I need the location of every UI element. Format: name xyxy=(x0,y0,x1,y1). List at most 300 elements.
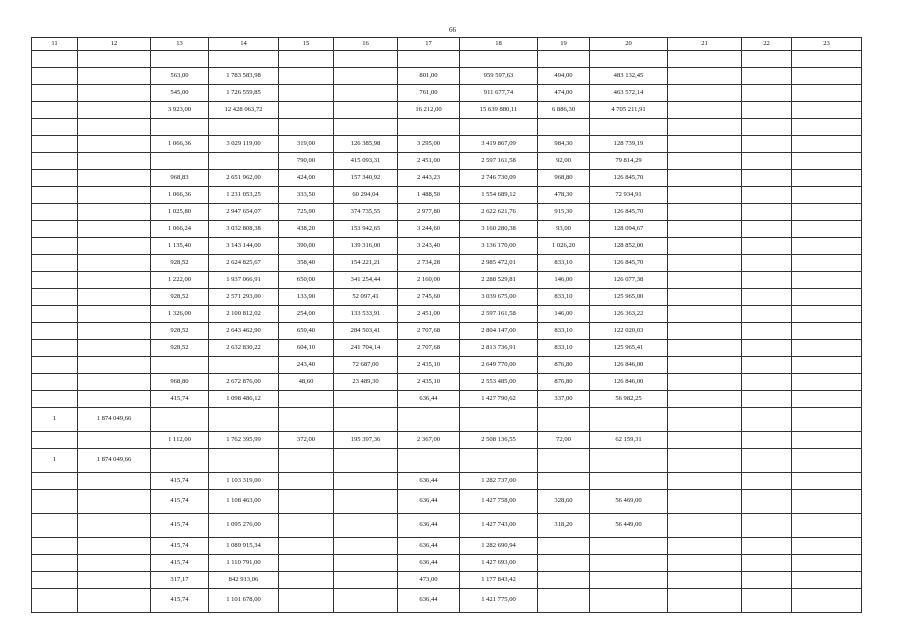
table-cell: 2 435,10 xyxy=(398,357,460,374)
table-cell: 1 110 791,00 xyxy=(209,555,279,572)
table-cell: 833,10 xyxy=(538,323,590,340)
table-cell: 415,74 xyxy=(151,490,209,514)
table-cell: 2 435,10 xyxy=(398,374,460,391)
table-cell: 48,60 xyxy=(279,374,334,391)
table-cell xyxy=(32,221,78,238)
table-cell: 1 025,80 xyxy=(151,204,209,221)
table-cell: 72 934,91 xyxy=(590,187,668,204)
table-cell xyxy=(668,153,742,170)
table-cell xyxy=(792,490,862,514)
table-cell xyxy=(792,589,862,613)
table-cell xyxy=(78,51,151,68)
table-cell: 636,44 xyxy=(398,391,460,408)
table-cell: 133 533,91 xyxy=(334,306,398,323)
table-cell xyxy=(668,432,742,449)
table-cell: 494,00 xyxy=(538,68,590,85)
table-cell: 833,10 xyxy=(538,340,590,357)
table-cell xyxy=(32,391,78,408)
table-cell: 2 813 736,91 xyxy=(460,340,538,357)
table-cell xyxy=(32,589,78,613)
table-cell: 62 159,31 xyxy=(590,432,668,449)
column-header: 11 xyxy=(32,38,78,51)
table-cell: 725,90 xyxy=(279,204,334,221)
table-cell xyxy=(792,170,862,187)
table-cell xyxy=(668,85,742,102)
table-cell: 1 231 053,25 xyxy=(209,187,279,204)
table-cell xyxy=(32,153,78,170)
table-cell: 195 397,36 xyxy=(334,432,398,449)
table-cell xyxy=(742,490,792,514)
table-cell: 2 443,23 xyxy=(398,170,460,187)
table-cell xyxy=(32,374,78,391)
table-row xyxy=(32,255,862,272)
table-cell: 876,80 xyxy=(538,374,590,391)
table-cell: 3 039 675,00 xyxy=(460,289,538,306)
table-cell xyxy=(742,136,792,153)
table-cell xyxy=(78,538,151,555)
table-cell: 337,00 xyxy=(538,391,590,408)
table-cell xyxy=(792,102,862,119)
table-cell xyxy=(668,289,742,306)
table-cell xyxy=(78,119,151,136)
table-cell: 126 077,38 xyxy=(590,272,668,289)
table-cell xyxy=(590,449,668,473)
table-cell: 3 143 144,00 xyxy=(209,238,279,255)
table-cell xyxy=(792,153,862,170)
table-cell: 2 672 876,00 xyxy=(209,374,279,391)
table-cell xyxy=(398,408,460,432)
table-cell xyxy=(792,238,862,255)
table-cell xyxy=(460,449,538,473)
table-cell: 1 282 737,00 xyxy=(460,473,538,490)
table-cell: 1 427 693,00 xyxy=(460,555,538,572)
table-cell: 415 093,31 xyxy=(334,153,398,170)
table-cell: 415,74 xyxy=(151,391,209,408)
table-cell: 2 622 621,76 xyxy=(460,204,538,221)
header-row xyxy=(32,38,862,51)
table-cell xyxy=(32,170,78,187)
table-cell: 2 624 825,67 xyxy=(209,255,279,272)
table-cell: 390,00 xyxy=(279,238,334,255)
table-cell xyxy=(742,221,792,238)
table-cell xyxy=(32,102,78,119)
table-row xyxy=(32,323,862,340)
table-cell xyxy=(78,323,151,340)
table-cell xyxy=(792,432,862,449)
table-cell: 833,10 xyxy=(538,289,590,306)
table-cell xyxy=(742,432,792,449)
table-cell: 2 367,00 xyxy=(398,432,460,449)
table-cell: 1 066,36 xyxy=(151,136,209,153)
table-cell: 1 726 559,85 xyxy=(209,85,279,102)
table-cell: 157 340,92 xyxy=(334,170,398,187)
table-cell: 2 451,00 xyxy=(398,306,460,323)
table-cell: 126 385,98 xyxy=(334,136,398,153)
table-cell: 15 639 880,11 xyxy=(460,102,538,119)
table-cell xyxy=(590,408,668,432)
table-cell: 1 066,36 xyxy=(151,187,209,204)
table-cell: 1 488,50 xyxy=(398,187,460,204)
table-cell xyxy=(151,119,209,136)
table-cell xyxy=(668,473,742,490)
table-cell: 1 326,00 xyxy=(151,306,209,323)
table-cell xyxy=(792,323,862,340)
table-cell: 659,40 xyxy=(279,323,334,340)
table-cell: 636,44 xyxy=(398,538,460,555)
table-cell: 284 503,41 xyxy=(334,323,398,340)
table-cell xyxy=(78,340,151,357)
table-cell xyxy=(668,51,742,68)
table-cell xyxy=(590,555,668,572)
table-cell xyxy=(668,374,742,391)
table-cell xyxy=(538,538,590,555)
table-cell: 636,44 xyxy=(398,473,460,490)
table-row xyxy=(32,432,862,449)
table-cell: 1 026,20 xyxy=(538,238,590,255)
table-cell xyxy=(334,538,398,555)
table-row xyxy=(32,408,862,432)
table-row xyxy=(32,572,862,589)
table-cell xyxy=(792,255,862,272)
table-cell: 3 029 119,00 xyxy=(209,136,279,153)
column-header: 14 xyxy=(209,38,279,51)
table-cell xyxy=(334,85,398,102)
table-row xyxy=(32,555,862,572)
table-cell: 1 783 583,98 xyxy=(209,68,279,85)
table-cell: 243,40 xyxy=(279,357,334,374)
table-cell xyxy=(742,153,792,170)
table-cell xyxy=(32,490,78,514)
table-cell xyxy=(279,538,334,555)
table-row xyxy=(32,340,862,357)
table-cell xyxy=(668,490,742,514)
table-cell xyxy=(334,449,398,473)
table-cell xyxy=(792,449,862,473)
table-cell xyxy=(590,473,668,490)
table-cell: 636,44 xyxy=(398,490,460,514)
table-cell xyxy=(538,555,590,572)
table-cell xyxy=(78,204,151,221)
table-row xyxy=(32,449,862,473)
table-cell xyxy=(209,153,279,170)
table-cell xyxy=(742,85,792,102)
table-row xyxy=(32,357,862,374)
table-cell: 474,00 xyxy=(538,85,590,102)
table-cell xyxy=(590,538,668,555)
table-cell: 1 874 049,66 xyxy=(78,449,151,473)
table-cell xyxy=(279,68,334,85)
table-cell xyxy=(209,357,279,374)
table-row xyxy=(32,538,862,555)
table-cell: 372,00 xyxy=(279,432,334,449)
table-cell: 146,00 xyxy=(538,272,590,289)
table-cell xyxy=(78,85,151,102)
table-cell xyxy=(792,374,862,391)
table-cell: 2 571 293,00 xyxy=(209,289,279,306)
table-cell: 2 288 529,81 xyxy=(460,272,538,289)
table-cell: 545,00 xyxy=(151,85,209,102)
table-cell xyxy=(334,391,398,408)
table-cell: 1 177 843,42 xyxy=(460,572,538,589)
table-row xyxy=(32,170,862,187)
table-row xyxy=(32,187,862,204)
table-cell xyxy=(32,340,78,357)
table-cell xyxy=(590,589,668,613)
page-number: 66 xyxy=(449,26,456,34)
table-cell xyxy=(209,119,279,136)
table-cell xyxy=(334,572,398,589)
table-cell xyxy=(32,51,78,68)
table-cell: 1 554 689,12 xyxy=(460,187,538,204)
table-row xyxy=(32,204,862,221)
table-cell xyxy=(792,68,862,85)
table-cell xyxy=(742,255,792,272)
table-cell: 833,10 xyxy=(538,255,590,272)
table-cell: 1 xyxy=(32,408,78,432)
table-cell xyxy=(334,102,398,119)
table-cell xyxy=(792,272,862,289)
table-cell xyxy=(32,255,78,272)
table-cell: 928,52 xyxy=(151,255,209,272)
table-cell xyxy=(742,119,792,136)
table-cell: 3 419 867,09 xyxy=(460,136,538,153)
table-cell xyxy=(668,238,742,255)
table-cell: 1 874 049,66 xyxy=(78,408,151,432)
table-cell xyxy=(742,555,792,572)
table-cell xyxy=(32,357,78,374)
table-cell: 2 632 830,22 xyxy=(209,340,279,357)
table-cell xyxy=(334,555,398,572)
table-cell xyxy=(78,306,151,323)
table-cell: 928,52 xyxy=(151,323,209,340)
table-cell xyxy=(668,221,742,238)
table-cell xyxy=(742,204,792,221)
table-cell: 1 095 276,00 xyxy=(209,514,279,538)
table-cell xyxy=(742,340,792,357)
table-row xyxy=(32,589,862,613)
column-header: 13 xyxy=(151,38,209,51)
table-cell xyxy=(742,272,792,289)
table-cell: 72,00 xyxy=(538,432,590,449)
table-cell: 790,00 xyxy=(279,153,334,170)
table-cell: 415,74 xyxy=(151,555,209,572)
table-row xyxy=(32,221,862,238)
table-cell: 2 160,00 xyxy=(398,272,460,289)
table-cell xyxy=(78,68,151,85)
table-cell xyxy=(742,473,792,490)
table-cell: 2 707,68 xyxy=(398,340,460,357)
table-cell: 2 553 485,00 xyxy=(460,374,538,391)
table-cell: 317,17 xyxy=(151,572,209,589)
table-cell: 1 427 758,00 xyxy=(460,490,538,514)
table-row xyxy=(32,306,862,323)
table-cell xyxy=(742,51,792,68)
table-cell: 3 136 170,00 xyxy=(460,238,538,255)
table-cell xyxy=(742,374,792,391)
table-cell: 3 923,00 xyxy=(151,102,209,119)
table-cell: 72 687,00 xyxy=(334,357,398,374)
table-cell: 2 597 161,58 xyxy=(460,306,538,323)
table-cell xyxy=(398,119,460,136)
table-cell xyxy=(398,449,460,473)
table-cell: 126 845,70 xyxy=(590,170,668,187)
table-cell xyxy=(742,391,792,408)
table-cell xyxy=(78,170,151,187)
table-cell: 128 852,00 xyxy=(590,238,668,255)
table-cell: 968,83 xyxy=(151,170,209,187)
column-header: 21 xyxy=(668,38,742,51)
table-row xyxy=(32,391,862,408)
table-cell xyxy=(538,119,590,136)
table-cell xyxy=(742,449,792,473)
table-cell: 2 100 812,02 xyxy=(209,306,279,323)
table-cell: 126 846,00 xyxy=(590,357,668,374)
table-row xyxy=(32,374,862,391)
table-cell xyxy=(792,538,862,555)
table-cell xyxy=(742,102,792,119)
table-cell xyxy=(792,187,862,204)
table-cell: 3 032 808,38 xyxy=(209,221,279,238)
table-cell: 122 020,03 xyxy=(590,323,668,340)
table-cell: 2 508 136,55 xyxy=(460,432,538,449)
table-cell xyxy=(792,85,862,102)
table-cell: 93,00 xyxy=(538,221,590,238)
table-cell: 153 942,65 xyxy=(334,221,398,238)
table-cell: 1 089 915,34 xyxy=(209,538,279,555)
table-cell xyxy=(279,51,334,68)
table-cell: 2 745,60 xyxy=(398,289,460,306)
table-cell xyxy=(78,187,151,204)
table-cell xyxy=(668,102,742,119)
table-cell: 842 913,06 xyxy=(209,572,279,589)
column-header: 20 xyxy=(590,38,668,51)
table-cell: 563,00 xyxy=(151,68,209,85)
table-cell: 146,00 xyxy=(538,306,590,323)
table-cell xyxy=(78,272,151,289)
table-cell xyxy=(742,306,792,323)
table-cell: 1 103 319,00 xyxy=(209,473,279,490)
table-cell: 1 762 395,99 xyxy=(209,432,279,449)
table-cell: 415,74 xyxy=(151,473,209,490)
table-cell xyxy=(279,572,334,589)
table-cell: 1 282 690,94 xyxy=(460,538,538,555)
table-cell xyxy=(668,119,742,136)
table-cell xyxy=(78,255,151,272)
table-cell xyxy=(151,449,209,473)
table-cell xyxy=(78,572,151,589)
table-cell: 928,52 xyxy=(151,340,209,357)
table-cell: 374 735,55 xyxy=(334,204,398,221)
column-header: 15 xyxy=(279,38,334,51)
table-cell xyxy=(792,408,862,432)
table-cell xyxy=(279,555,334,572)
table-cell xyxy=(279,408,334,432)
table-cell: 318,20 xyxy=(538,514,590,538)
table-cell: 876,80 xyxy=(538,357,590,374)
table-cell xyxy=(668,187,742,204)
table-cell xyxy=(792,51,862,68)
table-cell xyxy=(538,51,590,68)
table-cell: 3 243,40 xyxy=(398,238,460,255)
column-header: 17 xyxy=(398,38,460,51)
table-cell xyxy=(279,589,334,613)
table-row xyxy=(32,514,862,538)
table-cell: 3 160 280,38 xyxy=(460,221,538,238)
table-row xyxy=(32,136,862,153)
table-cell xyxy=(78,473,151,490)
table-cell: 328,60 xyxy=(538,490,590,514)
table-cell: 478,30 xyxy=(538,187,590,204)
table-cell xyxy=(209,408,279,432)
column-header: 12 xyxy=(78,38,151,51)
table-cell xyxy=(538,589,590,613)
table-cell xyxy=(279,473,334,490)
table-cell xyxy=(78,391,151,408)
table-cell: 79 814,29 xyxy=(590,153,668,170)
table-cell: 125 965,00 xyxy=(590,289,668,306)
table-cell xyxy=(32,555,78,572)
table-cell: 125 965,41 xyxy=(590,340,668,357)
table-cell xyxy=(668,272,742,289)
table-cell xyxy=(78,514,151,538)
table-cell xyxy=(32,323,78,340)
table-cell xyxy=(668,357,742,374)
table-cell xyxy=(668,323,742,340)
table-cell: 415,74 xyxy=(151,589,209,613)
table-cell xyxy=(334,514,398,538)
table-cell: 1 101 678,00 xyxy=(209,589,279,613)
table-cell: 4 705 211,91 xyxy=(590,102,668,119)
table-cell: 2 746 730,09 xyxy=(460,170,538,187)
table-cell xyxy=(32,272,78,289)
table-cell: 60 294,04 xyxy=(334,187,398,204)
table-cell xyxy=(742,538,792,555)
table-cell xyxy=(742,68,792,85)
table-cell xyxy=(668,170,742,187)
table-cell: 139 316,00 xyxy=(334,238,398,255)
table-cell: 636,44 xyxy=(398,589,460,613)
table-row xyxy=(32,473,862,490)
table-cell: 126 363,22 xyxy=(590,306,668,323)
table-cell xyxy=(279,449,334,473)
table-cell xyxy=(792,340,862,357)
table-cell xyxy=(668,255,742,272)
table-cell: 12 428 063,72 xyxy=(209,102,279,119)
table-cell: 483 132,45 xyxy=(590,68,668,85)
column-header: 23 xyxy=(792,38,862,51)
table-row xyxy=(32,68,862,85)
table-cell: 56 982,25 xyxy=(590,391,668,408)
column-header: 18 xyxy=(460,38,538,51)
table-cell xyxy=(398,51,460,68)
table-cell: 126 845,70 xyxy=(590,255,668,272)
table-row xyxy=(32,51,862,68)
table-cell xyxy=(742,170,792,187)
table-cell xyxy=(742,323,792,340)
table-cell xyxy=(538,473,590,490)
table-cell: 761,00 xyxy=(398,85,460,102)
table-row xyxy=(32,490,862,514)
table-cell: 2 451,00 xyxy=(398,153,460,170)
table-cell xyxy=(334,408,398,432)
table-cell: 2 734,28 xyxy=(398,255,460,272)
table-cell xyxy=(334,589,398,613)
table-cell: 3 244,60 xyxy=(398,221,460,238)
table-cell: 133,90 xyxy=(279,289,334,306)
table-cell xyxy=(151,357,209,374)
table-cell: 2 643 462,90 xyxy=(209,323,279,340)
table-cell xyxy=(32,238,78,255)
